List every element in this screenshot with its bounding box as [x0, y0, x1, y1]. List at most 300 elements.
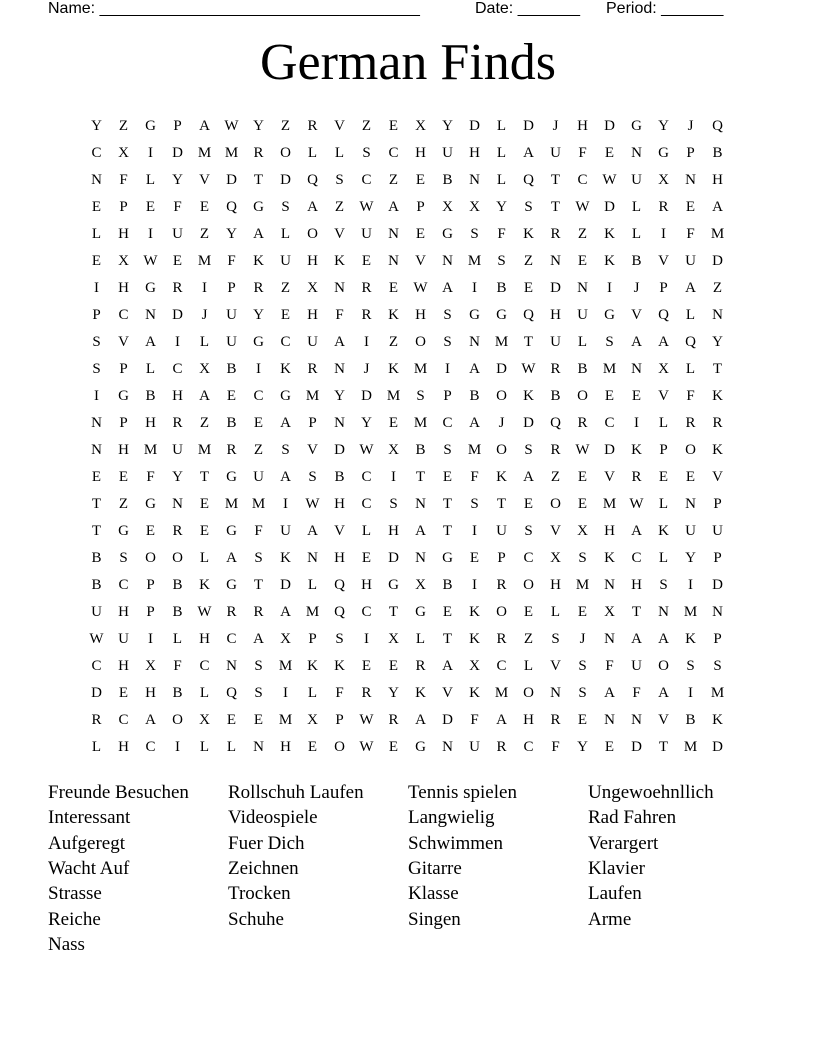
grid-letter[interactable]: A [334, 334, 345, 350]
grid-letter[interactable]: E [145, 199, 156, 215]
grid-letter[interactable]: Y [442, 118, 453, 134]
grid-letter[interactable]: N [415, 550, 426, 566]
grid-letter[interactable]: A [307, 199, 318, 215]
grid-letter[interactable]: M [575, 577, 590, 593]
grid-letter[interactable]: X [415, 577, 426, 593]
grid-letter[interactable]: P [308, 631, 317, 647]
grid-letter[interactable]: I [283, 685, 288, 701]
grid-letter[interactable]: Z [280, 118, 291, 134]
grid-letter[interactable]: F [119, 172, 128, 188]
grid-letter[interactable]: D [550, 280, 561, 296]
grid-letter[interactable]: M [467, 253, 482, 269]
grid-letter[interactable]: K [415, 685, 426, 701]
grid-letter[interactable]: W [359, 442, 374, 458]
grid-letter[interactable]: R [658, 199, 669, 215]
grid-letter[interactable]: A [658, 631, 669, 647]
grid-letter[interactable]: L [415, 631, 426, 647]
grid-letter[interactable]: X [388, 442, 399, 458]
grid-letter[interactable]: A [415, 523, 426, 539]
grid-letter[interactable]: H [334, 496, 345, 512]
grid-letter[interactable]: M [710, 226, 725, 242]
grid-letter[interactable]: D [523, 415, 534, 431]
grid-letter[interactable]: S [281, 199, 290, 215]
grid-letter[interactable]: M [197, 253, 212, 269]
grid-letter[interactable]: P [146, 577, 155, 593]
grid-letter[interactable]: D [361, 388, 372, 404]
grid-letter[interactable]: T [442, 631, 453, 647]
grid-letter[interactable]: V [118, 334, 129, 350]
grid-letter[interactable]: J [687, 118, 694, 134]
grid-letter[interactable]: F [173, 658, 182, 674]
grid-letter[interactable]: Z [550, 469, 561, 485]
grid-letter[interactable]: T [388, 604, 399, 620]
grid-letter[interactable]: L [307, 685, 318, 701]
grid-letter[interactable]: C [442, 415, 453, 431]
grid-letter[interactable]: H [415, 307, 426, 323]
grid-letter[interactable]: R [172, 523, 183, 539]
grid-letter[interactable]: L [496, 118, 507, 134]
grid-letter[interactable]: U [685, 253, 696, 269]
grid-letter[interactable]: I [364, 631, 369, 647]
grid-letter[interactable]: X [469, 199, 480, 215]
grid-letter[interactable]: N [334, 361, 345, 377]
grid-letter[interactable]: T [199, 469, 210, 485]
grid-letter[interactable]: S [470, 496, 479, 512]
grid-letter[interactable]: N [253, 739, 264, 755]
grid-letter[interactable]: L [199, 685, 210, 701]
grid-letter[interactable]: O [307, 226, 318, 242]
grid-letter[interactable]: O [523, 577, 534, 593]
grid-letter[interactable]: L [361, 523, 372, 539]
grid-letter[interactable]: G [631, 118, 642, 134]
grid-letter[interactable]: B [145, 388, 156, 404]
grid-letter[interactable]: L [334, 145, 345, 161]
grid-letter[interactable]: O [496, 604, 507, 620]
grid-letter[interactable]: U [172, 442, 183, 458]
grid-letter[interactable]: N [469, 334, 480, 350]
grid-letter[interactable]: X [388, 631, 399, 647]
grid-letter[interactable]: A [280, 415, 291, 431]
grid-letter[interactable]: S [686, 658, 695, 674]
grid-letter[interactable]: I [256, 361, 261, 377]
grid-letter[interactable]: U [631, 172, 642, 188]
period-field-label[interactable]: Period: _______ [606, 0, 724, 17]
grid-letter[interactable]: V [712, 469, 723, 485]
grid-letter[interactable]: G [415, 739, 426, 755]
grid-letter[interactable]: X [442, 199, 453, 215]
grid-letter[interactable]: U [496, 523, 507, 539]
name-field-label[interactable]: Name: ____________________________________ [48, 0, 420, 17]
grid-letter[interactable]: L [91, 739, 102, 755]
grid-letter[interactable]: K [469, 631, 480, 647]
grid-letter[interactable]: A [226, 550, 237, 566]
grid-letter[interactable]: C [361, 469, 372, 485]
grid-letter[interactable]: O [577, 388, 588, 404]
grid-letter[interactable]: V [658, 253, 669, 269]
grid-letter[interactable]: S [362, 145, 371, 161]
grid-letter[interactable]: H [469, 145, 480, 161]
grid-letter[interactable]: R [415, 658, 426, 674]
grid-letter[interactable]: A [469, 415, 480, 431]
grid-letter[interactable]: L [496, 172, 507, 188]
grid-letter[interactable]: R [307, 361, 318, 377]
grid-letter[interactable]: U [280, 523, 291, 539]
grid-letter[interactable]: N [334, 280, 345, 296]
grid-letter[interactable]: J [498, 415, 505, 431]
grid-letter[interactable]: S [578, 550, 587, 566]
grid-letter[interactable]: E [253, 415, 264, 431]
grid-letter[interactable]: U [280, 253, 291, 269]
grid-letter[interactable]: S [92, 334, 101, 350]
grid-letter[interactable]: Q [307, 172, 318, 188]
grid-letter[interactable]: L [145, 172, 156, 188]
grid-letter[interactable]: H [307, 307, 318, 323]
grid-letter[interactable]: H [307, 253, 318, 269]
grid-letter[interactable]: E [253, 712, 264, 728]
grid-letter[interactable]: S [578, 658, 587, 674]
grid-letter[interactable]: H [631, 577, 642, 593]
grid-letter[interactable]: E [577, 469, 588, 485]
grid-letter[interactable]: O [685, 442, 696, 458]
grid-letter[interactable]: R [685, 415, 696, 431]
grid-letter[interactable]: I [688, 685, 693, 701]
grid-letter[interactable]: K [199, 577, 210, 593]
grid-letter[interactable]: O [415, 334, 426, 350]
grid-letter[interactable]: B [712, 145, 723, 161]
grid-letter[interactable]: R [361, 685, 372, 701]
grid-letter[interactable]: Z [388, 334, 399, 350]
grid-letter[interactable]: C [199, 658, 210, 674]
grid-letter[interactable]: R [712, 415, 723, 431]
grid-letter[interactable]: H [172, 388, 183, 404]
grid-letter[interactable]: W [575, 442, 590, 458]
grid-letter[interactable]: L [658, 415, 669, 431]
grid-letter[interactable]: H [145, 415, 156, 431]
grid-letter[interactable]: D [604, 118, 615, 134]
grid-letter[interactable]: F [254, 523, 263, 539]
grid-letter[interactable]: D [604, 199, 615, 215]
grid-letter[interactable]: T [550, 172, 561, 188]
grid-letter[interactable]: S [524, 523, 533, 539]
grid-letter[interactable]: N [604, 577, 615, 593]
grid-letter[interactable]: S [605, 334, 614, 350]
grid-letter[interactable]: E [388, 280, 399, 296]
grid-letter[interactable]: G [442, 550, 453, 566]
grid-letter[interactable]: P [173, 118, 182, 134]
grid-letter[interactable]: V [334, 226, 345, 242]
grid-letter[interactable]: V [658, 388, 669, 404]
grid-letter[interactable]: Z [361, 118, 372, 134]
grid-letter[interactable]: U [307, 334, 318, 350]
grid-letter[interactable]: I [472, 523, 477, 539]
grid-letter[interactable]: R [577, 415, 588, 431]
grid-letter[interactable]: C [172, 361, 183, 377]
grid-letter[interactable]: F [632, 685, 641, 701]
grid-letter[interactable]: L [199, 550, 210, 566]
grid-letter[interactable]: C [280, 334, 291, 350]
grid-letter[interactable]: E [469, 550, 480, 566]
grid-letter[interactable]: F [470, 469, 479, 485]
grid-letter[interactable]: Y [712, 334, 723, 350]
grid-letter[interactable]: R [226, 604, 237, 620]
grid-letter[interactable]: L [631, 226, 642, 242]
grid-letter[interactable]: Q [226, 685, 237, 701]
grid-letter[interactable]: L [199, 739, 210, 755]
grid-letter[interactable]: O [172, 550, 183, 566]
grid-letter[interactable]: E [388, 415, 399, 431]
grid-letter[interactable]: Z [199, 415, 210, 431]
grid-letter[interactable]: U [685, 523, 696, 539]
grid-letter[interactable]: S [470, 226, 479, 242]
grid-letter[interactable]: T [550, 199, 561, 215]
grid-letter[interactable]: U [469, 739, 480, 755]
grid-letter[interactable]: K [712, 712, 723, 728]
grid-letter[interactable]: G [388, 577, 399, 593]
grid-letter[interactable]: O [496, 442, 507, 458]
grid-letter[interactable]: E [388, 118, 399, 134]
grid-letter[interactable]: G [415, 604, 426, 620]
grid-letter[interactable]: P [146, 604, 155, 620]
grid-letter[interactable]: I [688, 577, 693, 593]
grid-letter[interactable]: H [577, 118, 588, 134]
grid-letter[interactable]: Y [226, 226, 237, 242]
grid-letter[interactable]: I [202, 280, 207, 296]
grid-letter[interactable]: B [226, 361, 237, 377]
grid-letter[interactable]: A [253, 226, 264, 242]
grid-letter[interactable]: N [550, 685, 561, 701]
grid-letter[interactable]: N [442, 253, 453, 269]
grid-letter[interactable]: H [415, 145, 426, 161]
grid-letter[interactable]: E [199, 199, 210, 215]
grid-letter[interactable]: E [361, 253, 372, 269]
grid-letter[interactable]: L [307, 145, 318, 161]
grid-letter[interactable]: L [658, 550, 669, 566]
grid-letter[interactable]: R [496, 577, 507, 593]
grid-letter[interactable]: E [199, 523, 210, 539]
grid-letter[interactable]: I [175, 739, 180, 755]
grid-letter[interactable]: I [148, 226, 153, 242]
grid-letter[interactable]: Q [523, 307, 534, 323]
grid-letter[interactable]: A [145, 334, 156, 350]
grid-letter[interactable]: K [604, 253, 615, 269]
grid-letter[interactable]: S [524, 442, 533, 458]
grid-letter[interactable]: I [94, 388, 99, 404]
grid-letter[interactable]: Y [172, 172, 183, 188]
grid-letter[interactable]: E [442, 469, 453, 485]
grid-letter[interactable]: E [604, 739, 615, 755]
grid-letter[interactable]: W [359, 712, 374, 728]
grid-letter[interactable]: H [118, 226, 129, 242]
grid-letter[interactable]: I [472, 280, 477, 296]
grid-letter[interactable]: W [143, 253, 158, 269]
grid-letter[interactable]: K [388, 307, 399, 323]
grid-letter[interactable]: Y [91, 118, 102, 134]
grid-letter[interactable]: D [334, 442, 345, 458]
grid-letter[interactable]: S [578, 685, 587, 701]
grid-letter[interactable]: O [172, 712, 183, 728]
grid-letter[interactable]: A [199, 118, 210, 134]
grid-letter[interactable]: P [119, 415, 128, 431]
grid-letter[interactable]: J [201, 307, 208, 323]
grid-letter[interactable]: C [361, 604, 372, 620]
grid-letter[interactable]: Z [280, 280, 291, 296]
grid-letter[interactable]: U [253, 469, 264, 485]
grid-letter[interactable]: P [308, 415, 317, 431]
grid-letter[interactable]: W [413, 280, 428, 296]
grid-letter[interactable]: N [712, 307, 723, 323]
grid-letter[interactable]: T [91, 496, 102, 512]
grid-letter[interactable]: S [416, 388, 425, 404]
grid-letter[interactable]: N [550, 253, 561, 269]
grid-letter[interactable]: C [118, 712, 129, 728]
grid-letter[interactable]: P [119, 199, 128, 215]
grid-letter[interactable]: N [631, 145, 642, 161]
grid-letter[interactable]: L [550, 604, 561, 620]
grid-letter[interactable]: U [172, 226, 183, 242]
grid-letter[interactable]: A [604, 685, 615, 701]
grid-letter[interactable]: W [359, 199, 374, 215]
grid-letter[interactable]: S [254, 550, 263, 566]
grid-letter[interactable]: D [469, 118, 480, 134]
grid-letter[interactable]: Q [658, 307, 669, 323]
grid-letter[interactable]: K [523, 388, 534, 404]
grid-letter[interactable]: S [524, 199, 533, 215]
grid-letter[interactable]: A [469, 361, 480, 377]
grid-letter[interactable]: P [686, 145, 695, 161]
grid-letter[interactable]: M [143, 442, 158, 458]
grid-letter[interactable]: P [713, 631, 722, 647]
grid-letter[interactable]: M [224, 496, 239, 512]
grid-letter[interactable]: Q [334, 577, 345, 593]
grid-letter[interactable]: G [226, 469, 237, 485]
grid-letter[interactable]: N [226, 658, 237, 674]
grid-letter[interactable]: B [226, 415, 237, 431]
grid-letter[interactable]: X [658, 172, 669, 188]
grid-letter[interactable]: F [686, 226, 695, 242]
grid-letter[interactable]: B [442, 577, 453, 593]
grid-letter[interactable]: B [496, 280, 507, 296]
grid-letter[interactable]: T [253, 172, 264, 188]
grid-letter[interactable]: K [280, 361, 291, 377]
grid-letter[interactable]: D [523, 118, 534, 134]
grid-letter[interactable]: C [91, 145, 102, 161]
grid-letter[interactable]: B [685, 712, 696, 728]
grid-letter[interactable]: G [469, 307, 480, 323]
grid-letter[interactable]: D [712, 739, 723, 755]
grid-letter[interactable]: A [631, 631, 642, 647]
grid-letter[interactable]: U [712, 523, 723, 539]
grid-letter[interactable]: R [550, 442, 561, 458]
grid-letter[interactable]: P [119, 361, 128, 377]
grid-letter[interactable]: N [604, 712, 615, 728]
grid-letter[interactable]: U [442, 145, 453, 161]
grid-letter[interactable]: E [442, 604, 453, 620]
grid-letter[interactable]: R [361, 280, 372, 296]
grid-letter[interactable]: F [227, 253, 236, 269]
grid-letter[interactable]: N [685, 496, 696, 512]
grid-letter[interactable]: N [388, 253, 399, 269]
grid-letter[interactable]: B [442, 172, 453, 188]
grid-letter[interactable]: T [523, 334, 534, 350]
grid-letter[interactable]: K [469, 685, 480, 701]
grid-letter[interactable]: T [442, 496, 453, 512]
grid-letter[interactable]: W [305, 496, 320, 512]
grid-letter[interactable]: T [253, 577, 264, 593]
grid-letter[interactable]: E [577, 604, 588, 620]
grid-letter[interactable]: S [281, 442, 290, 458]
grid-letter[interactable]: L [91, 226, 102, 242]
grid-letter[interactable]: G [604, 307, 615, 323]
grid-letter[interactable]: M [197, 145, 212, 161]
grid-letter[interactable]: P [713, 496, 722, 512]
grid-letter[interactable]: G [145, 496, 156, 512]
grid-letter[interactable]: N [631, 712, 642, 728]
grid-letter[interactable]: S [659, 577, 668, 593]
grid-letter[interactable]: U [226, 334, 237, 350]
grid-letter[interactable]: W [575, 199, 590, 215]
grid-letter[interactable]: T [415, 469, 426, 485]
grid-letter[interactable]: I [391, 469, 396, 485]
grid-letter[interactable]: N [604, 631, 615, 647]
grid-letter[interactable]: S [119, 550, 128, 566]
grid-letter[interactable]: N [631, 361, 642, 377]
grid-letter[interactable]: S [254, 658, 263, 674]
grid-letter[interactable]: A [199, 388, 210, 404]
grid-letter[interactable]: E [145, 523, 156, 539]
grid-letter[interactable]: B [577, 361, 588, 377]
grid-letter[interactable]: X [307, 712, 318, 728]
grid-letter[interactable]: O [550, 496, 561, 512]
grid-letter[interactable]: K [334, 253, 345, 269]
grid-letter[interactable]: B [469, 388, 480, 404]
grid-letter[interactable]: L [685, 307, 696, 323]
grid-letter[interactable]: N [685, 172, 696, 188]
grid-letter[interactable]: N [172, 496, 183, 512]
grid-letter[interactable]: Y [577, 739, 588, 755]
grid-letter[interactable]: O [334, 739, 345, 755]
grid-letter[interactable]: E [523, 496, 534, 512]
grid-letter[interactable]: N [91, 415, 102, 431]
grid-letter[interactable]: O [523, 685, 534, 701]
grid-letter[interactable]: M [413, 415, 428, 431]
grid-letter[interactable]: N [145, 307, 156, 323]
grid-letter[interactable]: L [523, 658, 534, 674]
grid-letter[interactable]: P [659, 442, 668, 458]
grid-letter[interactable]: I [472, 577, 477, 593]
grid-letter[interactable]: W [197, 604, 212, 620]
grid-letter[interactable]: D [496, 361, 507, 377]
grid-letter[interactable]: N [388, 226, 399, 242]
grid-letter[interactable]: P [416, 199, 425, 215]
grid-letter[interactable]: D [604, 442, 615, 458]
grid-letter[interactable]: X [145, 658, 156, 674]
grid-letter[interactable]: Z [523, 631, 534, 647]
grid-letter[interactable]: C [388, 145, 399, 161]
grid-letter[interactable]: S [713, 658, 722, 674]
grid-letter[interactable]: T [658, 739, 669, 755]
grid-letter[interactable]: A [658, 685, 669, 701]
grid-letter[interactable]: O [496, 388, 507, 404]
grid-letter[interactable]: D [226, 172, 237, 188]
grid-letter[interactable]: C [118, 577, 129, 593]
grid-letter[interactable]: X [199, 361, 210, 377]
grid-letter[interactable]: R [550, 712, 561, 728]
grid-letter[interactable]: P [335, 712, 344, 728]
grid-letter[interactable]: A [415, 712, 426, 728]
grid-letter[interactable]: R [496, 739, 507, 755]
grid-letter[interactable]: R [550, 361, 561, 377]
grid-letter[interactable]: M [197, 442, 212, 458]
